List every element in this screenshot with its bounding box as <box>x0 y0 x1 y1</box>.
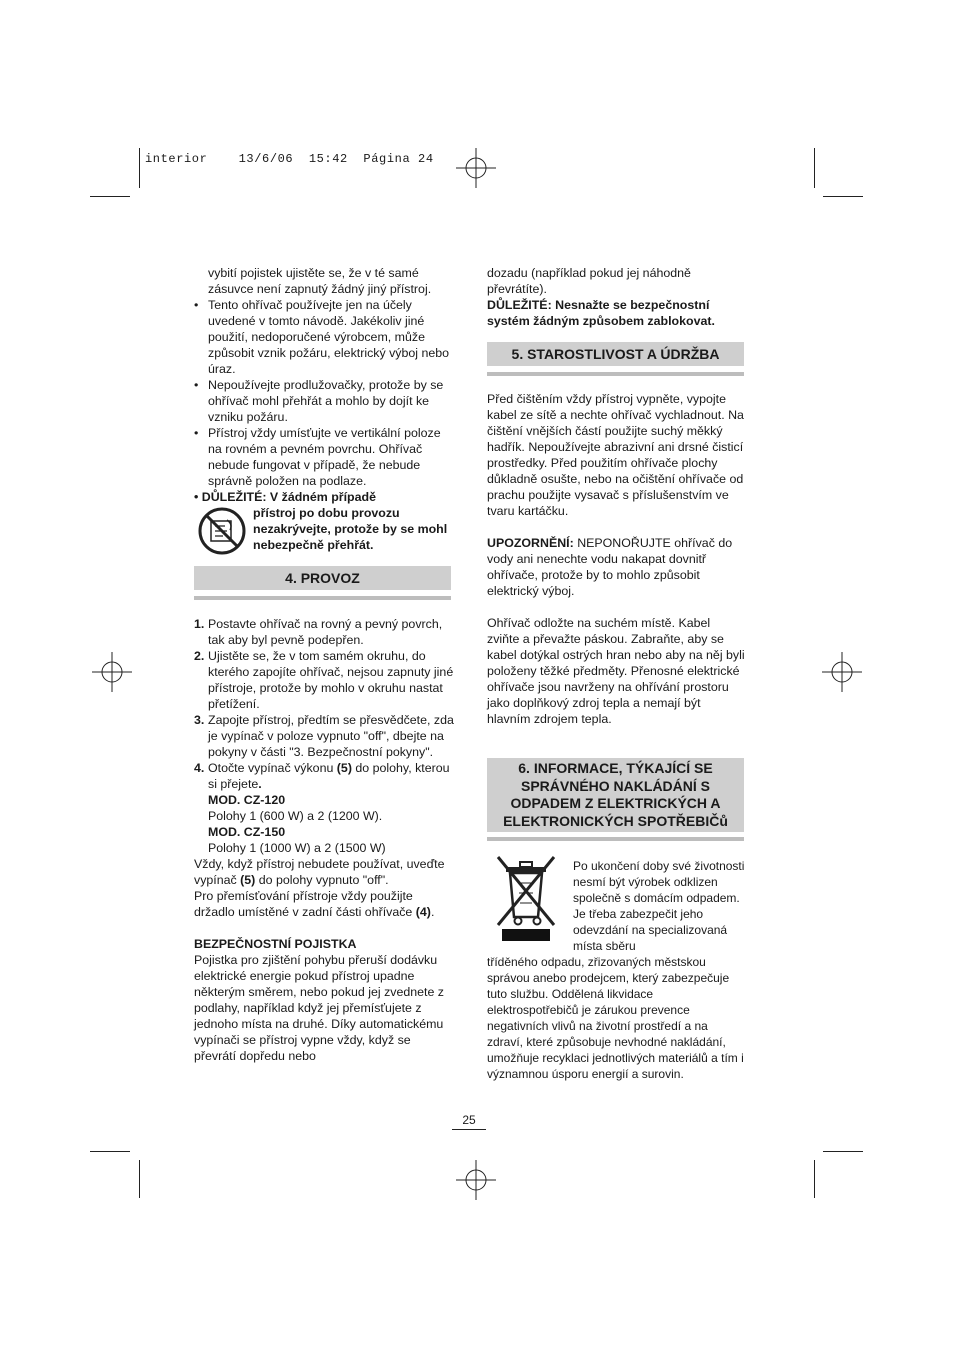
list-item: • Přístroj vždy umísťujte ve vertikální poloze na rovném a pevném povrchu. Ohřívač nebude fungovat v případě, že nebude správně položen na podlaze. <box>194 425 456 489</box>
right-column-top <box>487 265 745 329</box>
paragraph: Ohřívač odložte na suchém místě. Kabel zviňte a převažte páskou. Zabraňte, aby se kabel dotýkal ostrých hran nebo aby na něj byli položeny těžké předměty. Přenosné elektrické ohřívače jsou navrženy na ohřívání prostoru jako doplňkový zdroj tepla a nemají být hlavním zdrojem tepla. <box>487 616 745 726</box>
registration-mark-icon <box>456 148 496 188</box>
crop-mark <box>823 1151 863 1152</box>
page-number: 25 <box>462 1113 476 1127</box>
page-number-rule <box>452 1129 486 1130</box>
crop-mark <box>823 196 863 197</box>
registration-mark-icon <box>456 1160 496 1200</box>
crossed-out-bin-icon <box>492 853 560 945</box>
print-slug: interior 13/6/06 15:42 Página 24 <box>145 152 434 166</box>
model-text: Polohy 1 (1000 W) a 2 (1500 W) <box>208 841 386 855</box>
paragraph: vybití pojistek ujistěte se, že v té samé zásuvce není zapnutý žádný jiný přístroj. <box>208 266 432 296</box>
list-item: 1. Postavte ohřívač na rovný a pevný povrch, tak aby byl pevně podepřen. <box>194 617 443 647</box>
list-item: 3. Zapojte přístroj, předtím se přesvědčete, zda je vypínač v poloze vypnuto "off", dbejte na pokyny v části "3. Bezpečnostní pokyny". <box>194 713 454 759</box>
model-label: MOD. CZ-120 <box>208 793 286 807</box>
crop-mark <box>139 148 140 188</box>
weee-full-text: tříděného odpadu, zřizovaných městskou správou anebo prodejcem, který zabezpečuje tuto službu. Oddělená likvidace elektrospotřebičů je zárukou prevence negativních vlivů na životní prostředí a na zdraví, které způsobuje nevhodné nakládání, umožňuje recyklaci jednotlivých materiálů a tím i významnou úsporu energií a surovin. <box>487 955 744 1081</box>
heading-rule <box>487 837 744 841</box>
bullet-list <box>194 297 456 489</box>
heading-rule <box>194 596 451 600</box>
important-note: DŮLEŽITÉ: Nesnažte se bezpečnostní systém žádným způsobem zablokovat. <box>487 298 715 328</box>
model-label: MOD. CZ-150 <box>208 825 286 839</box>
paragraph: UPOZORNĚNÍ: NEPONOŘUJTE ohřívač do vody ani nenechte vodu nakapat dovnitř ohřívače, protože by to mohlo způsobit elektrický výboj. <box>487 536 733 598</box>
section-heading-care: 5. STAROSTLIVOST A ÚDRŽBA <box>487 342 744 366</box>
left-column-top <box>194 265 456 505</box>
paragraph: Pro přemísťování přístroje vždy použijte držadlo umístěné v zadní části ohřívače (4). <box>194 889 435 919</box>
crop-mark <box>814 1160 815 1198</box>
section-heading-provoz: 4. PROVOZ <box>194 566 451 590</box>
list-item: 4. Otočte vypínač výkonu (5) do polohy, kterou si přejete. <box>194 761 450 791</box>
list-item: • Nepoužívejte prodlužovačky, protože by se ohřívač mohl přehřát a mohlo by dojít ke vzniku požáru. <box>194 377 456 425</box>
crop-mark <box>90 1151 130 1152</box>
no-cover-warning-icon <box>197 506 247 556</box>
paragraph: Vždy, když přístroj nebudete používat, uveďte vypínač (5) do polohy vypnuto "off". <box>194 857 445 887</box>
paragraph: Pojistka pro zjištění pohybu přeruší dodávku elektrické energie pokud přístroj upadne některým směrem, nebo pokud jej zvednete z podlahy, například když jej přemísťujete z jednoho místa na druhé. Díky automatickému vypínači se přístroj vypne vždy, když se převrátí dopředu nebo <box>194 953 445 1063</box>
crop-mark <box>139 1160 140 1198</box>
paragraph: Před čištěním vždy přístroj vypněte, vypojte kabel ze sítě a nechte ohřívač vychladnout. Na čištění vnějších částí použijte suchý měkký hadřík. Nepoužívejte abrazivní ani drsné čisticí prostředky. Před použitím ohřívače plochy důkladně osušte, nebo na očištění ohřívače od prachu použijte vysavač s příslušenstvím ve tvaru kartáčku. <box>487 392 744 518</box>
important-rest: přístroj po dobu provozu nezakrývejte, protože by se mohl nebezpečně přehřát. <box>253 506 448 552</box>
subsection-title: BEZPEČNOSTNÍ POJISTKA <box>194 937 357 951</box>
model-text: Polohy 1 (600 W) a 2 (1200 W). <box>208 809 383 823</box>
registration-mark-icon <box>92 652 132 692</box>
crop-mark <box>814 148 815 188</box>
crop-mark <box>90 196 130 197</box>
left-column-bottom <box>194 616 456 1064</box>
important-lead: • DŮLEŽITÉ: V žádném případě <box>194 490 376 504</box>
paragraph: dozadu (například pokud jej náhodně převrátíte). <box>487 266 691 296</box>
list-item: 2. Ujistěte se, že v tom samém okruhu, do kterého zapojíte ohřívač, nejsou zapnuty jiné přístroje, protože by mohlo v okruhu nastat přetížení. <box>194 649 454 711</box>
section-heading-waste: 6. INFORMACE, TÝKAJÍCÍ SE SPRÁVNÉHO NAKLÁDÁNÍ S ODPADEM Z ELEKTRICKÝCH A ELEKTRONICKÝCH SPOTŘEBIČů <box>487 758 744 832</box>
registration-mark-icon <box>822 652 862 692</box>
list-item: • Tento ohřívač používejte jen na účely uvedené v tomto návodě. Jakékoliv jiné použití, nedoporučené výrobcem, může způsobit vznik požáru, elektrický výboj nebo úraz. <box>194 297 456 377</box>
heading-rule <box>487 372 744 376</box>
right-column-middle <box>487 391 745 727</box>
steps-list <box>194 616 456 792</box>
weee-side-text: Po ukončení doby své životnosti nesmí být výrobek odklizen společně s domácím odpadem. Je třeba zabezpečit jeho odevzdání na specializovaná místa sběru <box>573 859 745 953</box>
